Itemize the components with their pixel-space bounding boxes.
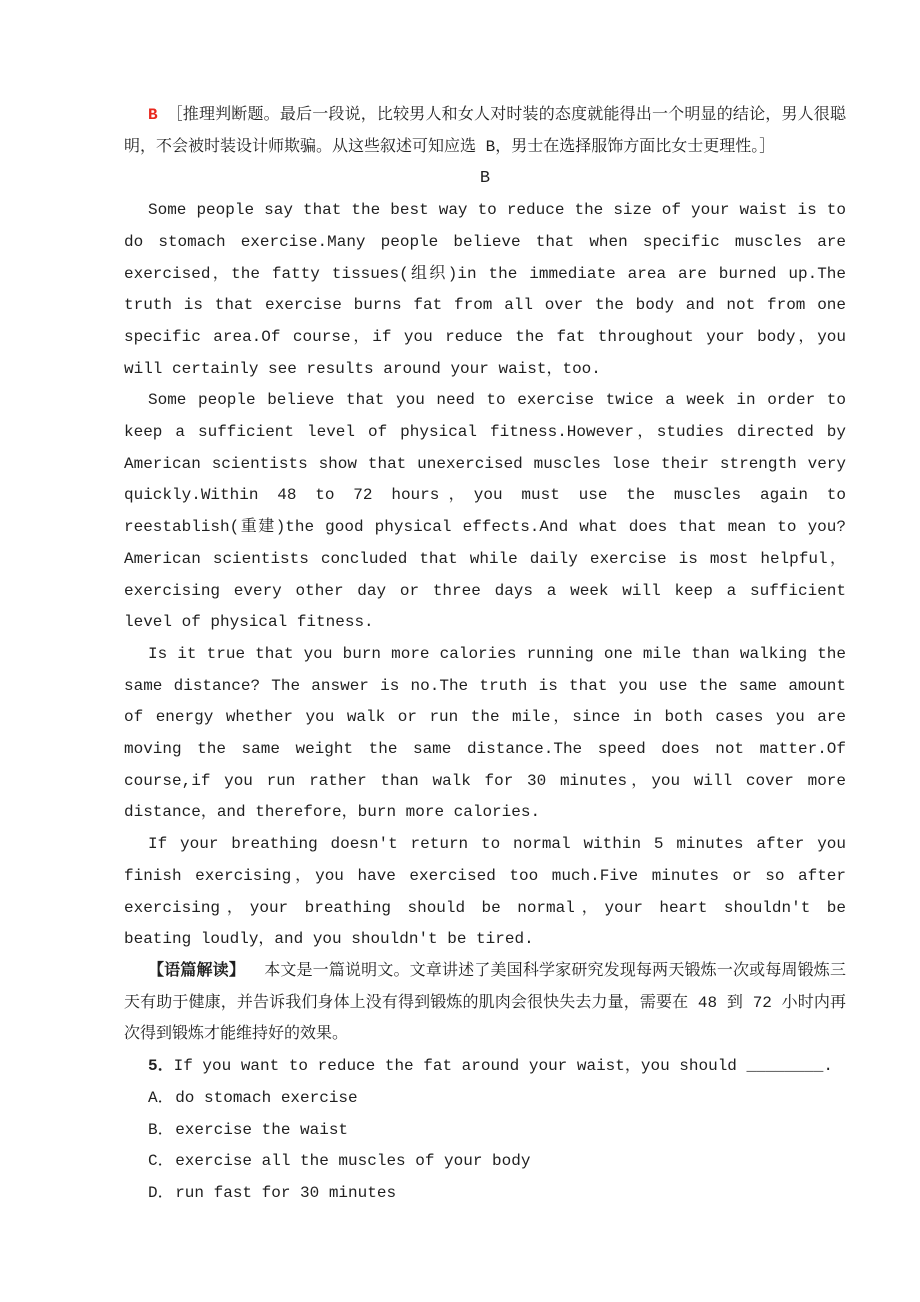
passage-paragraph-3: Is it true that you burn more calories running one mile than walking the same distance? The answer is no.The truth is that you use the same amount of energy whether you walk or run the mile，since in both cases you are moving the same weight the same distance.The speed does not matter.Of course,if you run rather than walk for 30 minutes，you will cover more distance，and therefore，burn more calories. [124,644,846,822]
section-heading: B [479,169,491,189]
passage-paragraph-2: Some people believe that you need to exercise twice a week in order to keep a sufficient level of physical fitness.However，studies directed by American scientists show that unexercised muscles lose their strength very quickly.Within 48 to 72 hours，you must use the muscles again to reestablish(重建)the good physical effects.And what does that mean to you? American scientists concluded that while daily exercise is most helpful，exercising every other day or three days a week will keep a sufficient level of physical fitness. [124,391,846,632]
option-c [124,1146,846,1178]
answer-explanation [124,100,846,163]
analysis-label: 【语篇解读】 [148,961,245,980]
answer-explanation-text: ［推理判断题。最后一段说，比较男人和女人对时装的态度就能得出一个明显的结论，男人很聪明，不会被时装设计师欺骗。从这些叙述可知应选 B，男士在选择服饰方面比女士更理性。］ [124,106,846,156]
option-a-letter: A． [148,1088,174,1107]
option-b-text: exercise the waist [175,1120,349,1139]
question-stem-row [124,1051,846,1083]
question-stem: If you want to reduce the fat around your waist，you should ________. [173,1057,833,1076]
option-d-letter: D． [148,1183,174,1202]
page-content [124,100,846,1210]
question-number: 5． [148,1057,174,1076]
analysis-text: 本文是一篇说明文。文章讲述了美国科学家研究发现每两天锻炼一次或每周锻炼三天有助于健康，并告诉我们身体上没有得到锻炼的肌肉会很快失去力量，需要在 48 到 72 小时内再次得到锻炼才能维持好的效果。 [124,961,846,1044]
analysis-paragraph [124,956,846,1051]
option-c-letter: C． [148,1152,174,1171]
option-c-text: exercise all the muscles of your body [175,1152,531,1171]
option-b [124,1115,846,1147]
passage-paragraph-1: Some people say that the best way to reduce the size of your waist is to do stomach exercise.Many people believe that when specific muscles are exercised，the fatty tissues(组织)in the immediate area are burned up.The truth is that exercise burns fat from all over the body and not from one specific area.Of course，if you reduce the fat throughout your body，you will certainly see results around your waist，too. [124,201,847,378]
option-d [124,1178,846,1210]
passage-paragraph-4: If your breathing doesn't return to normal within 5 minutes after you finish exercising，you have exercised too much.Five minutes or so after exercising，your breathing should be normal，your heart shouldn't be beating loudly，and you shouldn't be tired. [124,835,846,949]
option-a [124,1083,846,1115]
option-a-text: do stomach exercise [175,1088,358,1107]
answer-letter: B [148,106,158,124]
option-b-letter: B． [148,1120,174,1139]
option-d-text: run fast for 30 minutes [175,1183,397,1202]
